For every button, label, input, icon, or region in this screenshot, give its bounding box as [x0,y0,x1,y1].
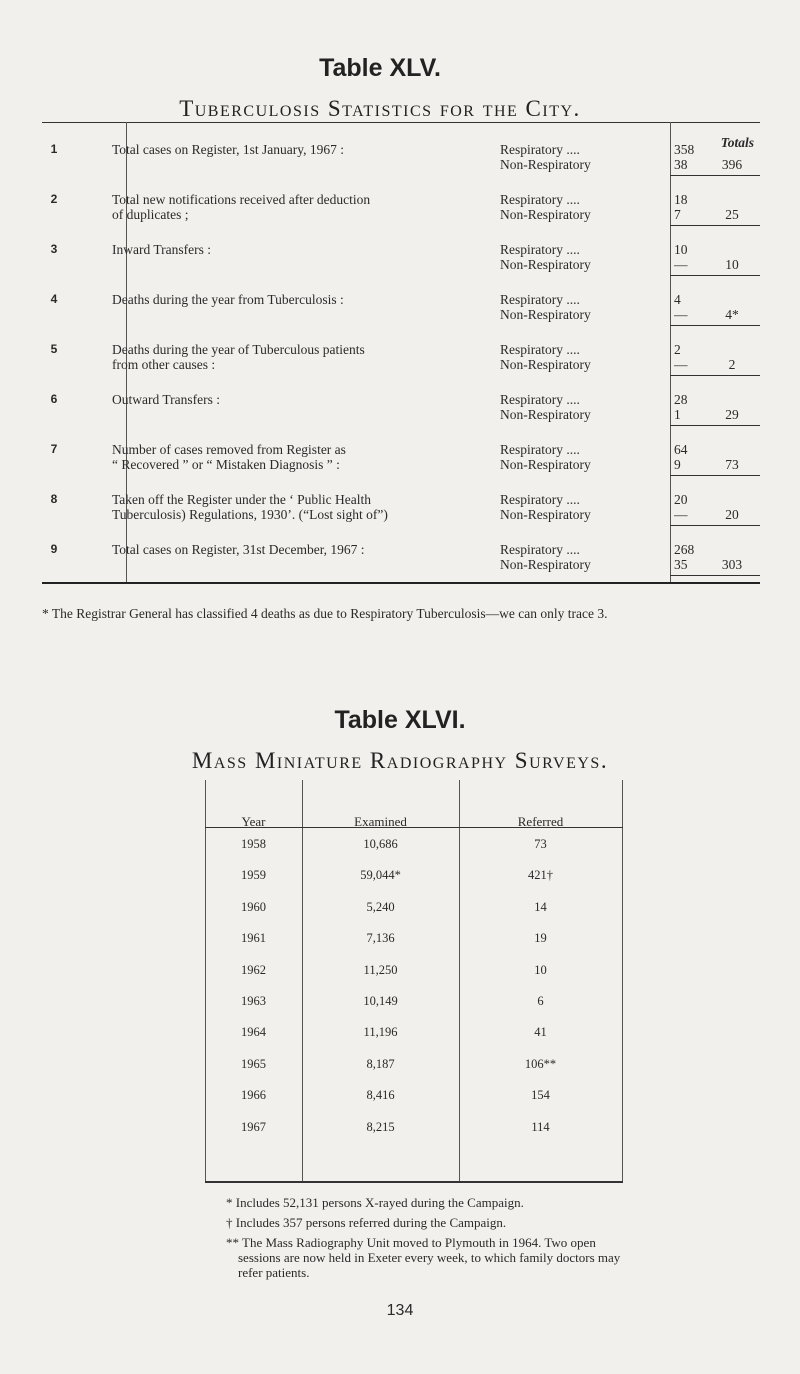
table-row [205,1025,623,1043]
table-45-title: Table XLV. [319,54,441,82]
divider [670,225,760,226]
col-year: Year [241,814,266,829]
cell-year: 1967 [241,1119,266,1134]
cell-referred: 6 [537,994,544,1008]
row-value: 20 [674,492,688,507]
row-total: 25 [725,207,739,222]
row-category: Respiratory .... [500,292,580,307]
row-category: Non-Respiratory [500,507,591,522]
row-number: 9 [50,542,58,556]
cell-year: 1965 [241,1056,266,1071]
cell-year: 1966 [241,1088,266,1103]
row-category: Non-Respiratory [500,557,591,572]
row-description: Total cases on Register, 31st December, 1967 : [112,542,365,557]
table-row [205,868,623,886]
row-category: Non-Respiratory [500,157,591,172]
row-value: 38 [674,157,688,172]
table-46-title: Table XLVI. [334,706,466,734]
row-number: 5 [50,342,58,356]
cell-examined: 11,250 [363,962,398,977]
row-category: Respiratory .... [500,492,580,507]
row-description: Inward Transfers : [112,242,211,257]
row-total: 2 [728,357,736,372]
row-value: 10 [674,242,688,257]
cell-year: 1958 [241,837,266,851]
footnote: † Includes 357 persons referred during the Campaign. [226,1215,507,1230]
row-category: Respiratory .... [500,192,580,207]
row-value: — [674,307,688,322]
divider [670,175,760,176]
divider [670,525,760,526]
row-value: 4 [674,292,681,307]
col-examined: Examined [354,814,407,829]
row-total: 20 [725,507,739,522]
cell-referred: 19 [534,931,547,946]
cell-examined: 10,149 [363,994,398,1008]
row-total: 303 [721,557,743,572]
row-number: 6 [50,392,58,406]
cell-referred: 10 [534,962,547,977]
footnote: * Includes 52,131 persons X-rayed during the Campaign. [226,1195,524,1210]
row-category: Respiratory .... [500,242,580,257]
row-number: 7 [50,442,58,456]
cell-year: 1963 [241,994,266,1008]
row-value: 28 [674,392,688,407]
row-value: — [674,357,688,372]
row-total: 73 [725,457,739,472]
row-value: 64 [674,442,688,457]
cell-year: 1962 [241,962,266,977]
row-value: — [674,257,688,272]
row-number: 2 [50,192,58,206]
row-number: 8 [50,492,58,506]
row-description: “ Recovered ” or “ Mistaken Diagnosis ” : [112,457,340,472]
row-category: Non-Respiratory [500,307,591,322]
cell-year: 1961 [241,931,266,946]
row-description: of duplicates ; [112,207,189,222]
row-description: Taken off the Register under the ‘ Public Health [112,492,371,507]
row-value: 358 [674,142,695,157]
row-value: 9 [674,457,681,472]
row-value: 268 [674,542,695,557]
divider [42,582,760,584]
cell-referred: 14 [534,899,547,914]
divider [670,275,760,276]
table-row [205,837,623,855]
table-row [205,963,623,981]
divider [670,425,760,426]
row-description: Deaths during the year from Tuberculosis : [112,292,344,307]
row-description: Total cases on Register, 1st January, 1967 : [112,142,344,157]
row-total: 10 [725,257,739,272]
radiography-surveys-table [205,780,623,1183]
cell-year: 1959 [241,868,266,883]
row-description: Outward Transfers : [112,392,220,407]
row-total: 29 [725,407,739,422]
cell-examined: 10,686 [363,837,398,851]
table-row [205,931,623,949]
cell-year: 1964 [241,1025,266,1040]
row-category: Respiratory .... [500,542,580,557]
table-row [205,1088,623,1106]
row-description: Total new notifications received after deduction [112,192,371,207]
cell-examined: 8,416 [366,1088,395,1103]
table-45-footnote: * The Registrar General has classified 4 deaths as due to Respiratory Tuberculosis—we can only trace 3. [42,606,608,621]
row-value: 35 [674,557,688,572]
cell-referred: 421† [528,868,553,883]
cell-referred: 114 [531,1119,550,1134]
row-number: 3 [50,242,58,256]
row-category: Non-Respiratory [500,457,591,472]
row-category: Non-Respiratory [500,207,591,222]
cell-examined: 8,215 [366,1119,395,1134]
row-category: Non-Respiratory [500,407,591,422]
row-value: 1 [674,407,681,422]
table-row [205,1057,623,1075]
row-category: Respiratory .... [500,442,580,457]
cell-year: 1960 [241,899,266,914]
page-number: 134 [386,1302,414,1319]
totals-header: Totals [720,135,754,150]
row-description: Number of cases removed from Register as [112,442,346,457]
row-category: Respiratory .... [500,342,580,357]
row-value: 2 [674,342,681,357]
table-row [205,1120,623,1138]
table-46-subtitle: Mass Miniature Radiography Surveys. [191,748,609,773]
table-row [205,900,623,918]
divider [670,475,760,476]
row-number: 4 [50,292,58,306]
divider [670,375,760,376]
divider [670,325,760,326]
footnote: ** The Mass Radiography Unit moved to Plymouth in 1964. Two open sessions are now held in Exeter every week, to which family doctors may refer patients. [226,1235,621,1280]
row-total: 396 [721,157,743,172]
cell-examined: 5,240 [366,899,395,914]
cell-examined: 11,196 [363,1025,398,1040]
row-category: Respiratory .... [500,142,580,157]
cell-referred: 73 [534,837,547,851]
table-row [205,994,623,1012]
cell-referred: 106** [524,1056,557,1071]
cell-referred: 154 [531,1088,550,1103]
row-value: 7 [674,207,681,222]
row-value: — [674,507,688,522]
row-description: Deaths during the year of Tuberculous patients [112,342,365,357]
cell-examined: 59,044* [360,868,401,883]
divider [670,575,760,576]
row-description: from other causes : [112,357,216,372]
cell-examined: 7,136 [366,931,395,946]
row-value: 18 [674,192,688,207]
row-total: 4* [725,307,739,322]
row-category: Non-Respiratory [500,257,591,272]
cell-referred: 41 [534,1025,547,1040]
cell-examined: 8,187 [366,1056,395,1071]
row-description: Tuberculosis) Regulations, 1930’. (“Lost sight of”) [112,507,388,522]
table-45-subtitle: Tuberculosis Statistics for the City. [179,96,581,121]
row-category: Non-Respiratory [500,357,591,372]
row-category: Respiratory .... [500,392,580,407]
table-46-notes [226,1195,626,1285]
col-referred: Referred [517,814,564,829]
tuberculosis-statistics-table [42,122,760,582]
row-number: 1 [50,142,58,156]
